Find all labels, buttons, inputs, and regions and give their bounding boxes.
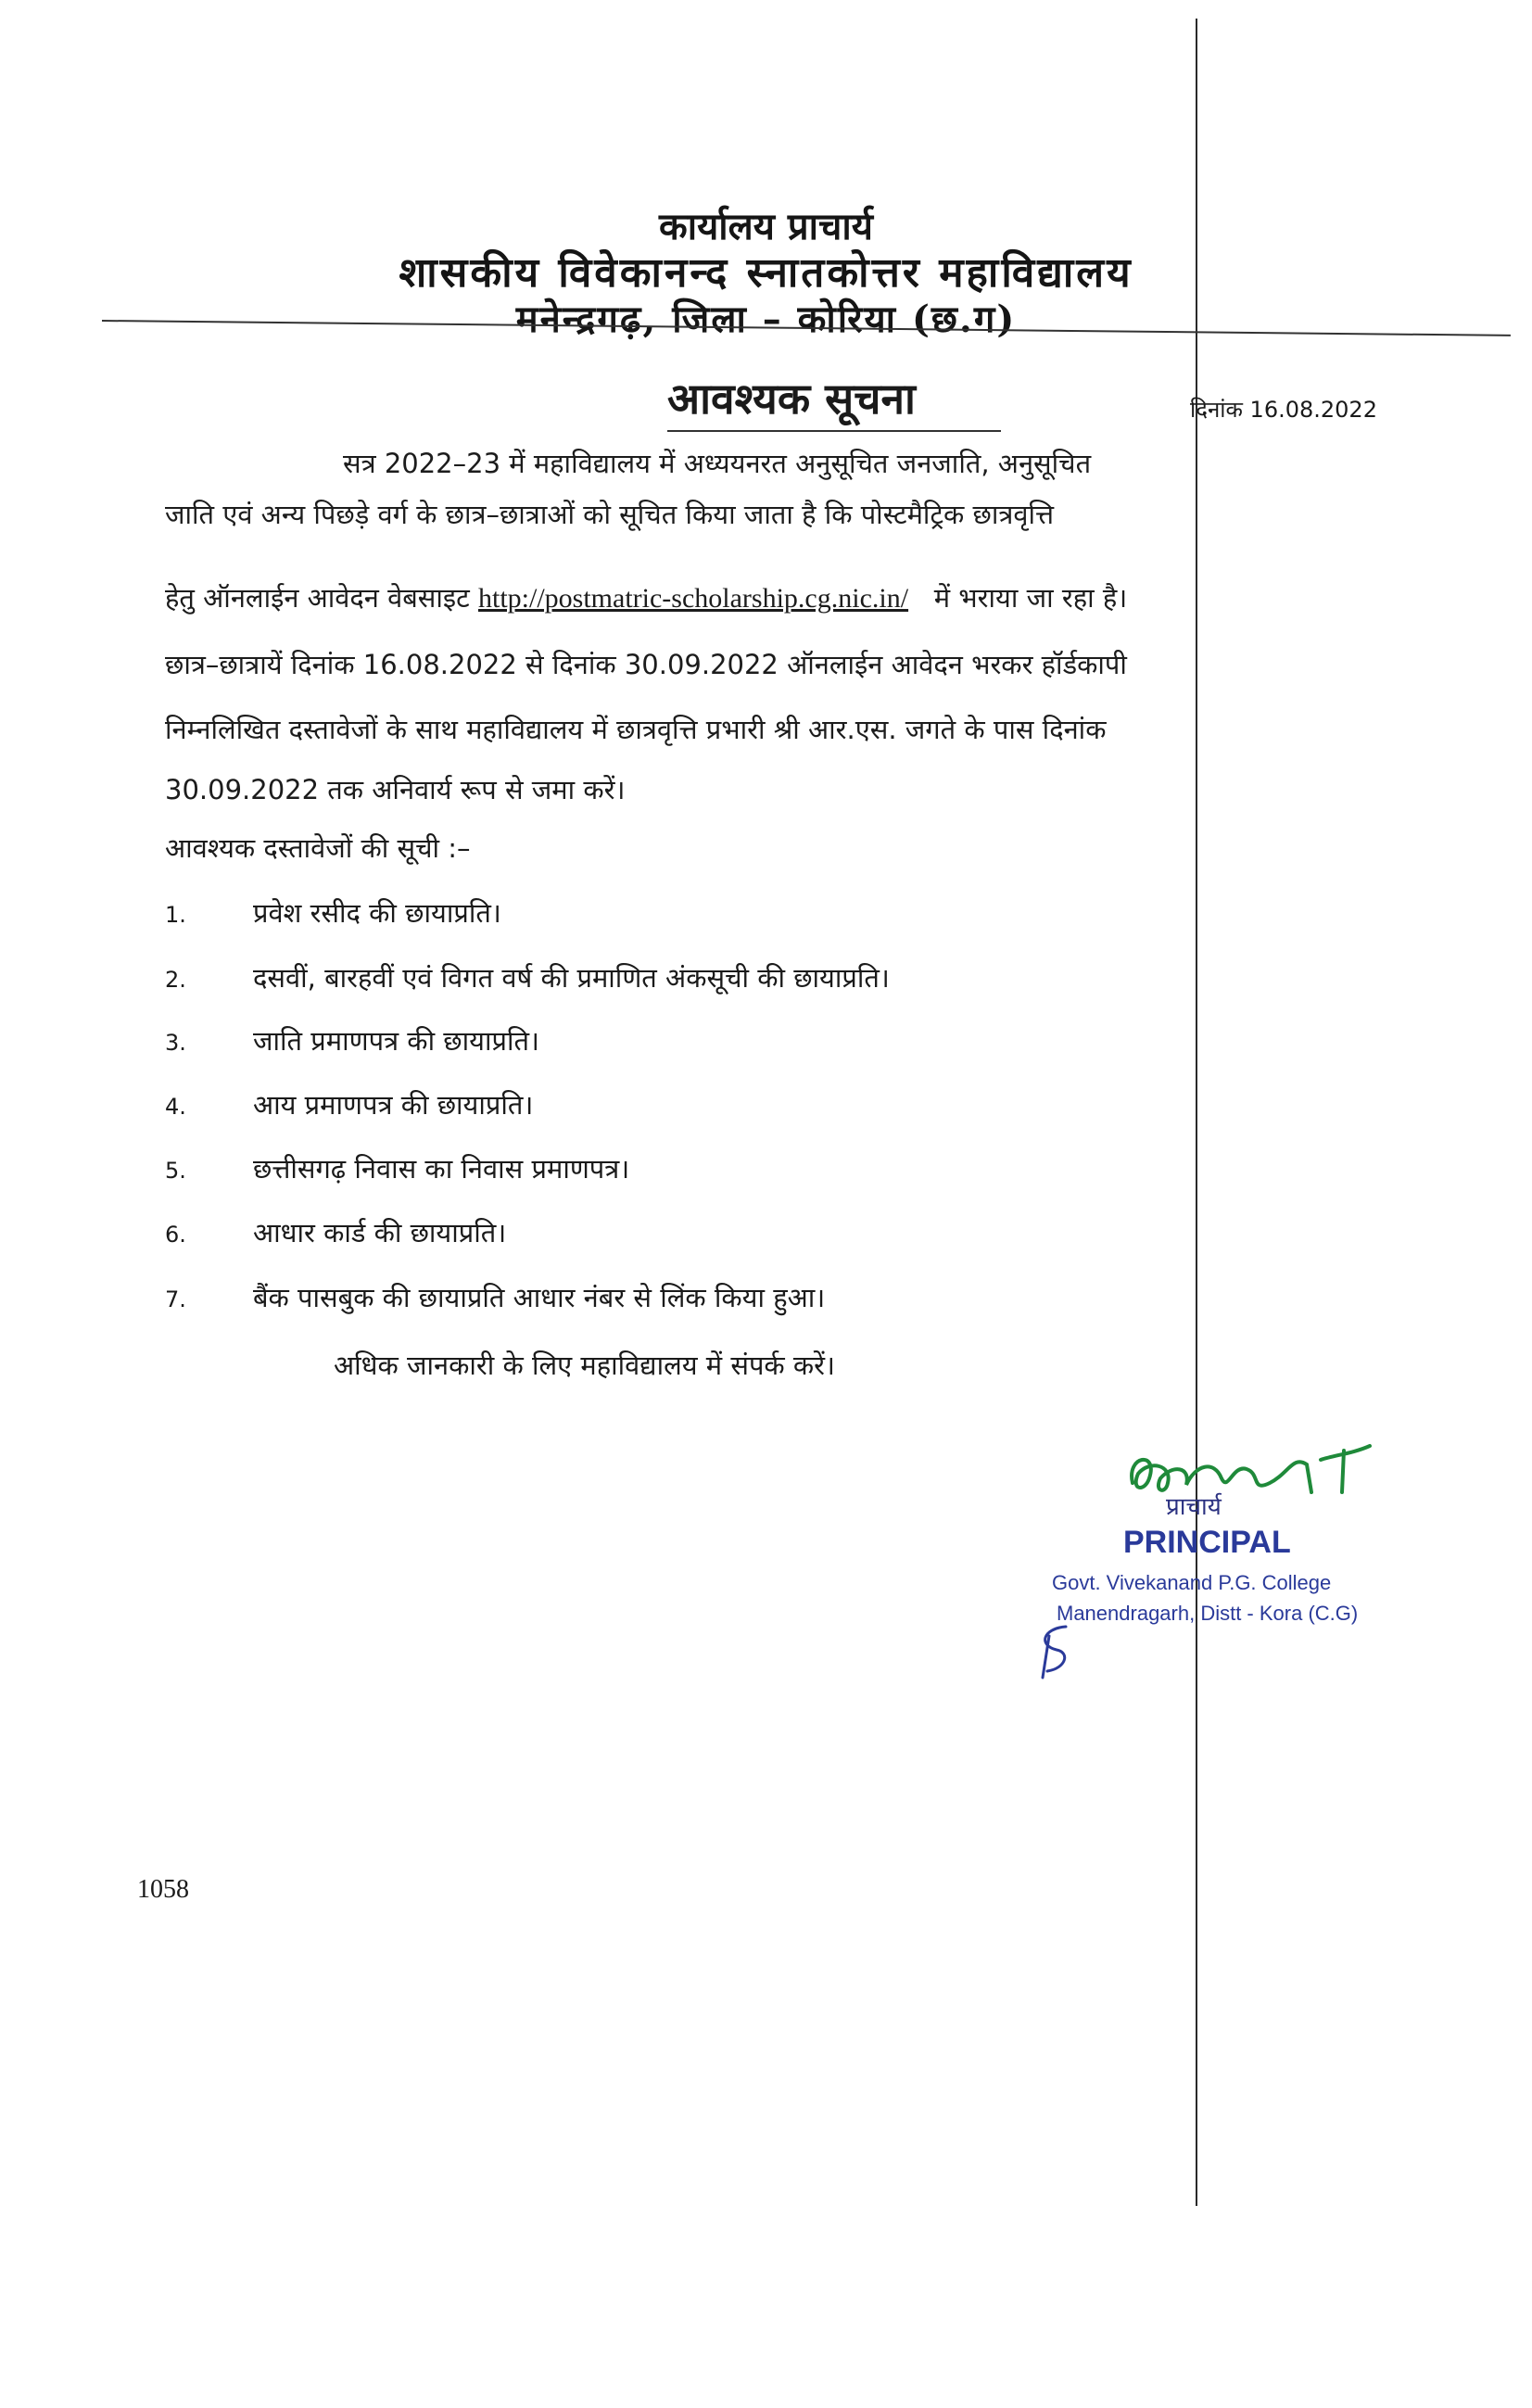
page-number: 1058 [137, 1875, 189, 1904]
scan-fold-line [1196, 19, 1197, 2206]
list-item: 1. प्रवेश रसीद की छायाप्रति। [165, 897, 501, 929]
signatory-title-hindi: प्राचार्य [1166, 1493, 1222, 1521]
signatory-title: PRINCIPAL [1123, 1525, 1291, 1560]
stamp-college: Govt. Vivekanand P.G. College [1052, 1571, 1332, 1594]
notice-title: आवश्यक सूचना [667, 369, 1001, 432]
list-item: 3. जाति प्रमाणपत्र की छायाप्रति। [165, 1025, 540, 1057]
initial-mark-icon [1029, 1617, 1094, 1682]
list-item: 5. छत्तीसगढ़ निवास का निवास प्रमाणपत्र। [165, 1153, 630, 1185]
contact-note: अधिक जानकारी के लिए महाविद्यालय में संपर्क करें। [334, 1350, 836, 1381]
office-title: कार्यालय प्राचार्य [659, 205, 873, 248]
body-line-6: 30.09.2022 तक अनिवार्य रूप से जमा करें। [165, 774, 626, 805]
body-line-5: निम्नलिखित दस्तावेजों के साथ महाविद्यालय में छात्रवृत्ति प्रभारी श्री आर.एस. जगते के पास दिनांक [165, 714, 1107, 745]
college-address: मनेन्द्रगढ़, जिला – कोरिया (छ.ग) [515, 298, 1017, 341]
body-line-3 [165, 579, 1127, 615]
body-line-2: जाति एवं अन्य पिछड़े वर्ग के छात्र–छात्राओं को सूचित किया जाता है कि पोस्टमैट्रिक छात्रवृत्ति [165, 499, 1055, 530]
list-item: 4. आय प्रमाणपत्र की छायाप्रति। [165, 1089, 534, 1121]
list-item: 2. दसवीं, बारहवीं एवं विगत वर्ष की प्रमाणित अंकसूची की छायाप्रति। [165, 962, 890, 994]
signature-icon [1121, 1427, 1381, 1511]
body-line-1: सत्र 2022–23 में महाविद्यालय में अध्ययनरत अनुसूचित जनजाति, अनुसूचित [343, 448, 1092, 479]
college-name: शासकीय विवेकानन्द स्नातकोत्तर महाविद्यालय [399, 249, 1133, 297]
notice-date: दिनांक 16.08.2022 [1190, 397, 1377, 423]
list-item: 7. बैंक पासबुक की छायाप्रति आधार नंबर से लिंक किया हुआ। [165, 1282, 826, 1313]
body-line-3-suffix: में भराया जा रहा है। [908, 582, 1128, 614]
scholarship-website-link[interactable]: http://postmatric-scholarship.cg.nic.in/ [477, 583, 909, 614]
body-line-3-prefix: हेतु ऑनलाईन आवेदन वेबसाइट [165, 582, 478, 614]
stamp-place: Manendragarh, Distt - Kora (C.G) [1057, 1602, 1359, 1625]
documents-heading: आवश्यक दस्तावेजों की सूची :– [165, 832, 471, 864]
body-line-4: छात्र–छात्रायें दिनांक 16.08.2022 से दिनांक 30.09.2022 ऑनलाईन आवेदन भरकर हॉर्डकापी [165, 649, 1127, 680]
list-item: 6. आधार कार्ड की छायाप्रति। [165, 1217, 507, 1248]
